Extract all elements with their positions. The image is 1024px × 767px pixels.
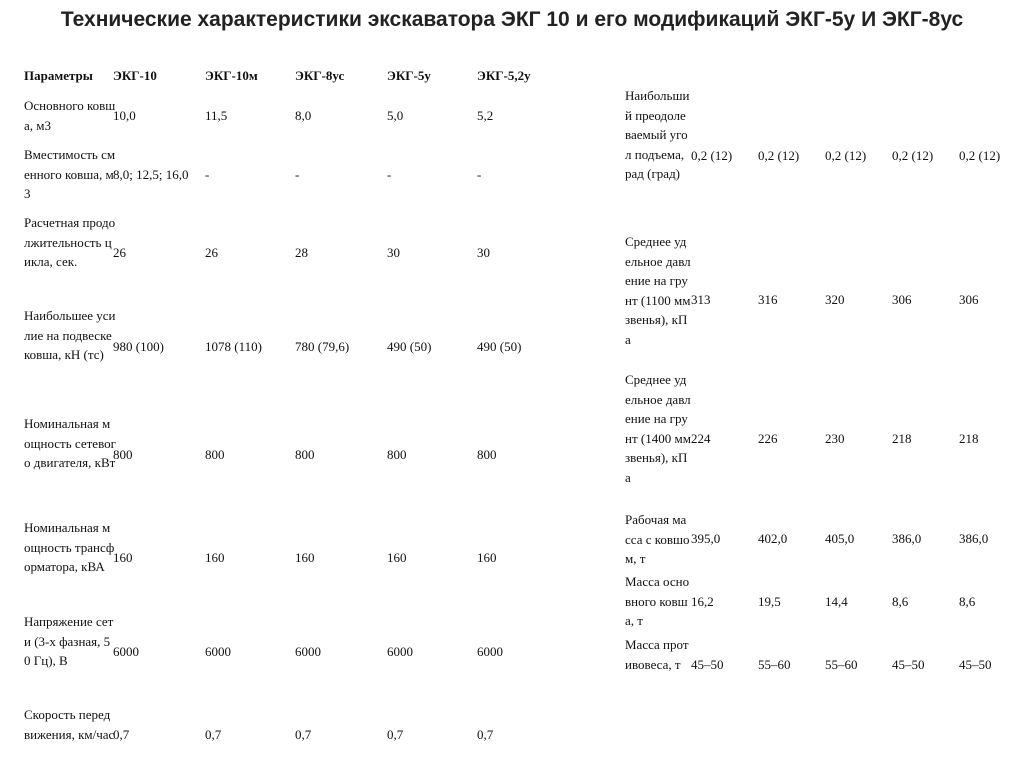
cell-value: 45–50: [892, 657, 925, 672]
row-label: Масса противовеса, т: [625, 637, 689, 672]
cell-value: 19,5: [758, 594, 781, 609]
cell-value: 0,2 (12): [758, 148, 800, 163]
cell-value: 218: [892, 431, 912, 446]
cell-value: 5,0: [387, 108, 404, 123]
row-label: Скорость передвижения, км/час: [24, 707, 115, 742]
cell-value: 0,2 (12): [691, 148, 733, 163]
cell-value: 306: [959, 292, 979, 307]
cell-value: 6000: [205, 644, 231, 659]
row-label: Среднее удельное давление на грунт (1100 мм звенья), кПа: [625, 234, 691, 347]
cell-value: 55–60: [825, 657, 858, 672]
header-ekg-5-2u: ЭКГ-5,2у: [477, 68, 531, 83]
cell-value: -: [295, 167, 300, 182]
cell-value: 226: [758, 431, 778, 446]
cell-value: 0,7: [477, 727, 494, 742]
row-label: Масса основного ковша, т: [625, 574, 690, 628]
row-label: Напряжение сети (3-х фазная, 50 Гц), В: [24, 614, 114, 668]
cell-value: 10,0: [113, 108, 136, 123]
cell-value: 800: [113, 447, 133, 462]
cell-value: 28: [295, 245, 308, 260]
cell-value: 8,0; 12,5; 16,0: [113, 167, 189, 182]
row-label: Основного ковша, м3: [24, 98, 116, 133]
cell-value: 386,0: [959, 531, 989, 546]
page-title: Технические характеристики экскаватора ЭКГ 10 и его модификаций ЭКГ-5у И ЭКГ-8ус: [60, 8, 964, 31]
cell-value: 1078 (110): [205, 339, 262, 354]
cell-value: 8,6: [892, 594, 909, 609]
cell-value: 320: [825, 292, 845, 307]
cell-value: 6000: [113, 644, 139, 659]
cell-value: 490 (50): [477, 339, 522, 354]
cell-value: 160: [205, 550, 225, 565]
cell-value: 0,7: [295, 727, 312, 742]
cell-value: 405,0: [825, 531, 855, 546]
cell-value: 160: [295, 550, 315, 565]
cell-value: 30: [477, 245, 490, 260]
cell-value: 26: [113, 245, 126, 260]
cell-value: 224: [691, 431, 711, 446]
cell-value: -: [387, 167, 392, 182]
cell-value: 218: [959, 431, 979, 446]
header-ekg-8us: ЭКГ-8ус: [295, 68, 345, 83]
cell-value: 160: [113, 550, 133, 565]
cell-value: 490 (50): [387, 339, 432, 354]
row-label: Номинальная мощность трансформатора, кВА: [24, 520, 115, 574]
cell-value: 395,0: [691, 531, 721, 546]
cell-value: 45–50: [959, 657, 992, 672]
cell-value: 800: [477, 447, 497, 462]
cell-value: 316: [758, 292, 778, 307]
row-label: Номинальная мощность сетевого двигателя, кВт: [24, 416, 116, 470]
cell-value: 306: [892, 292, 912, 307]
cell-value: 980 (100): [113, 339, 164, 354]
cell-value: 800: [295, 447, 315, 462]
cell-value: 14,4: [825, 594, 848, 609]
cell-value: 26: [205, 245, 218, 260]
cell-value: 6000: [295, 644, 321, 659]
cell-value: 402,0: [758, 531, 788, 546]
cell-value: 160: [387, 550, 407, 565]
cell-value: 0,2 (12): [892, 148, 934, 163]
cell-value: 8,6: [959, 594, 976, 609]
header-ekg-10: ЭКГ-10: [113, 68, 157, 83]
cell-value: 30: [387, 245, 400, 260]
cell-value: 0,2 (12): [959, 148, 1001, 163]
cell-value: 45–50: [691, 657, 724, 672]
cell-value: 11,5: [205, 108, 228, 123]
cell-value: 800: [387, 447, 407, 462]
cell-value: 5,2: [477, 108, 494, 123]
cell-value: 780 (79,6): [295, 339, 350, 354]
cell-value: 0,7: [387, 727, 404, 742]
cell-value: 230: [825, 431, 845, 446]
cell-value: 313: [691, 292, 711, 307]
cell-value: 55–60: [758, 657, 791, 672]
cell-value: 8,0: [295, 108, 312, 123]
cell-value: 0,7: [205, 727, 222, 742]
cell-value: 0,7: [113, 727, 130, 742]
cell-value: -: [205, 167, 210, 182]
header-parameters: Параметры: [24, 68, 93, 83]
row-label: Наибольший преодолеваемый угол подъема, рад (град): [625, 88, 690, 181]
cell-value: -: [477, 167, 482, 182]
cell-value: 6000: [477, 644, 503, 659]
row-label: Наибольшее усилие на подвеске ковша, кН (тс): [24, 308, 116, 362]
header-ekg-10m: ЭКГ-10м: [205, 68, 258, 83]
row-label: Вместимость сменного ковша, м3: [24, 147, 116, 201]
row-label: Среднее удельное давление на грунт (1400 мм звенья), кПа: [625, 372, 691, 485]
cell-value: 16,2: [691, 594, 714, 609]
cell-value: 0,2 (12): [825, 148, 867, 163]
header-ekg-5u: ЭКГ-5у: [387, 68, 431, 83]
cell-value: 160: [477, 550, 497, 565]
row-label: Расчетная продолжительность цикла, сек.: [24, 215, 116, 269]
row-label: Рабочая масса с ковшом, т: [625, 512, 690, 566]
cell-value: 6000: [387, 644, 413, 659]
cell-value: 386,0: [892, 531, 922, 546]
cell-value: 800: [205, 447, 225, 462]
